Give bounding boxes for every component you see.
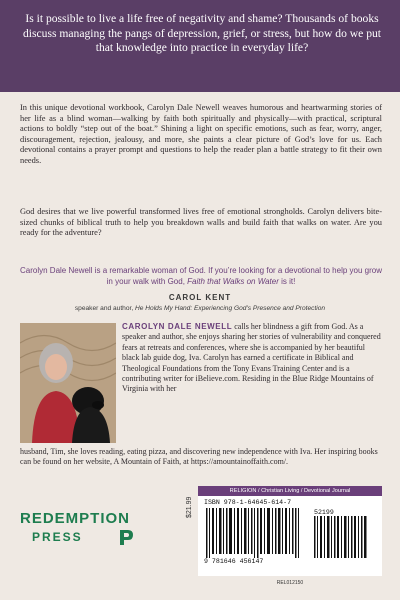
publisher-name-line1: REDEMPTION <box>20 510 131 527</box>
credentials-title: He Holds My Hand: Experiencing God’s Presence and Protection <box>135 305 326 312</box>
bio-text-1: calls her blindness a gift from God. As a speaker and author, she enjoys sharing her stories of vulnerability and conquered fears at retreats and conferences, where she is accompanied by her beautiful black lab guide dog, Iva. Carolyn has earned a certificate in Biblical and Theological Foundations from the Tony Evans Training Center and is a contributing writer for iBelieve.com. Residing in the Blue Ridge Mountains of Virginia with her <box>122 322 381 394</box>
category-label: RELIGION / Christian Living / Devotional Journal <box>198 486 382 496</box>
isbn-text: ISBN 978-1-64645-614-7 <box>204 499 292 506</box>
author-bio <box>122 322 382 395</box>
quote-start: Carolyn Dale Newell is a remarkable woman of God. If you’re looking for a devotional to help you grow in your walk with God, <box>20 266 382 286</box>
author-bio-continued: husband, Tim, she loves reading, eating pizza, and discovering new independence with Iva. Her inspiring books can be found on her website, A Mountain of Faith, at https://amountainoffaith.com/. <box>20 447 378 467</box>
bio-author-name: CAROLYN DALE NEWELL <box>122 322 233 331</box>
price-label: $21.99 <box>186 496 193 518</box>
header-text: Is it possible to live a life free of negativity and shame? Thousands of books discuss managing the pangs of depression, grief, or stress, but how do we put that knowledge into practice in everyday life? <box>22 12 382 55</box>
publisher-logo <box>20 510 140 550</box>
barcode-digits: 9 781646 456147 <box>204 558 264 565</box>
publisher-mark-icon <box>118 528 134 546</box>
barcode-icon <box>202 508 378 558</box>
catalog-code: REL012150 <box>276 580 304 586</box>
endorser-credentials <box>0 305 400 312</box>
publisher-name-line2: PRESS <box>32 530 83 544</box>
barcode-panel <box>198 486 382 576</box>
quote-title: Faith that Walks on Water <box>187 277 279 286</box>
credentials-start: speaker and author, <box>74 305 135 312</box>
description-paragraph-1: In this unique devotional workbook, Carolyn Dale Newell weaves humorous and heartwarming stories of her life as a blind woman—walking by faith both spiritually and physically—with practical, scriptural actions to boldly “step out of the boat.” Shining a light on specific emotions, such as fear, worry, anger, discouragement, rejection, jealousy, and more, she paints a clear picture of God’s love for us. Each devotional contains a prayer prompt and questions to help the reader plan a battle strategy to fit their own needs. <box>20 103 382 165</box>
author-photo <box>20 323 116 443</box>
header-banner <box>0 0 400 92</box>
endorsement-quote <box>20 265 382 287</box>
price-code-text: 52199 <box>314 509 334 516</box>
endorser-name: CAROL KENT <box>168 293 232 302</box>
quote-end: is it! <box>278 277 296 286</box>
description-paragraph-2: God desires that we live powerful transformed lives free of emotional strongholds. Carolyn delivers bite-sized chunks of biblical truth to help you breakdown walls and build faith that walks on water. Are you ready for the adventure? <box>20 207 382 238</box>
